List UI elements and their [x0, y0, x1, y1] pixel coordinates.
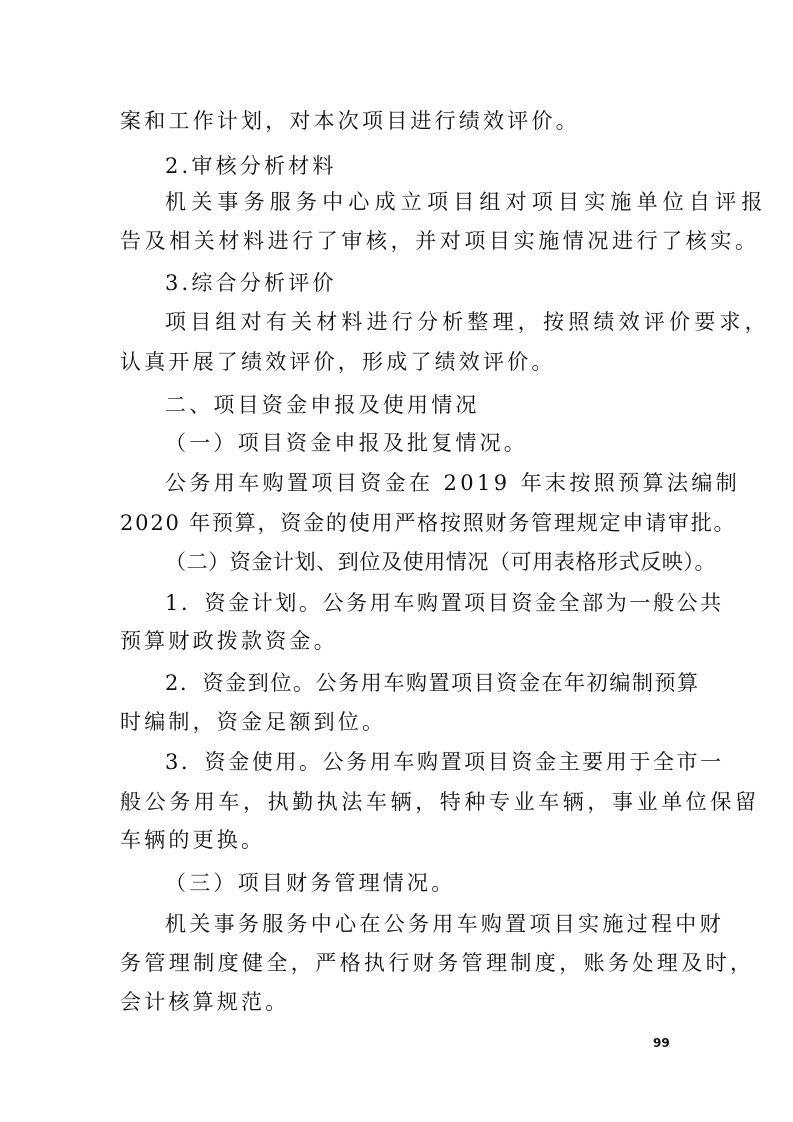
- body-text-line: 时编制，资金足额到位。: [120, 710, 387, 734]
- body-text-line: 2020 年预算，资金的使用严格按照财务管理规定申请审批。: [120, 511, 737, 535]
- body-text-line: 机关事务服务中心在公务用车购置项目实施过程中财: [165, 912, 724, 936]
- body-text-line: 3．资金使用。公务用车购置项目资金主要用于全市一: [165, 750, 724, 774]
- subsection-heading-application: （一）项目资金申报及批复情况。: [165, 431, 528, 455]
- subsection-heading-financial-management: （三）项目财务管理情况。: [165, 871, 456, 895]
- body-text-line: 告及相关材料进行了审核，并对项目实施情况进行了核实。: [120, 229, 760, 253]
- body-text-line: 项目组对有关材料进行分析整理，按照绩效评价要求，: [165, 310, 770, 334]
- subheading-comprehensive-evaluation: 3.综合分析评价: [165, 271, 337, 295]
- body-text-line: 认真开展了绩效评价，形成了绩效评价。: [120, 350, 556, 374]
- body-text-line: 车辆的更换。: [120, 828, 266, 852]
- subheading-review-materials: 2.审核分析材料: [165, 154, 337, 178]
- section-heading-funding: 二、项目资金申报及使用情况: [165, 393, 480, 417]
- subsection-heading-plan-usage: （二）资金计划、到位及使用情况（可用表格形式反映）。: [165, 550, 717, 574]
- body-text-line: 公务用车购置项目资金在 2019 年末按照预算法编制: [165, 471, 741, 495]
- body-text-line: 会计核算规范。: [120, 990, 290, 1014]
- body-text-line: 般公务用车，执勤执法车辆，特种专业车辆，事业单位保留: [120, 790, 760, 814]
- page-number: 99: [653, 1036, 670, 1050]
- body-text-line: 案和工作计划，对本次项目进行绩效评价。: [120, 109, 580, 133]
- body-text-line: 预算财政拨款资金。: [120, 629, 338, 653]
- body-text-line: 机关事务服务中心成立项目组对项目实施单位自评报: [165, 190, 768, 214]
- body-text-line: 2．资金到位。公务用车购置项目资金在年初编制预算: [165, 671, 700, 695]
- body-text-line: 务管理制度健全，严格执行财务管理制度，账务处理及时，: [120, 951, 755, 975]
- body-text-line: 1．资金计划。公务用车购置项目资金全部为一般公共: [165, 591, 724, 615]
